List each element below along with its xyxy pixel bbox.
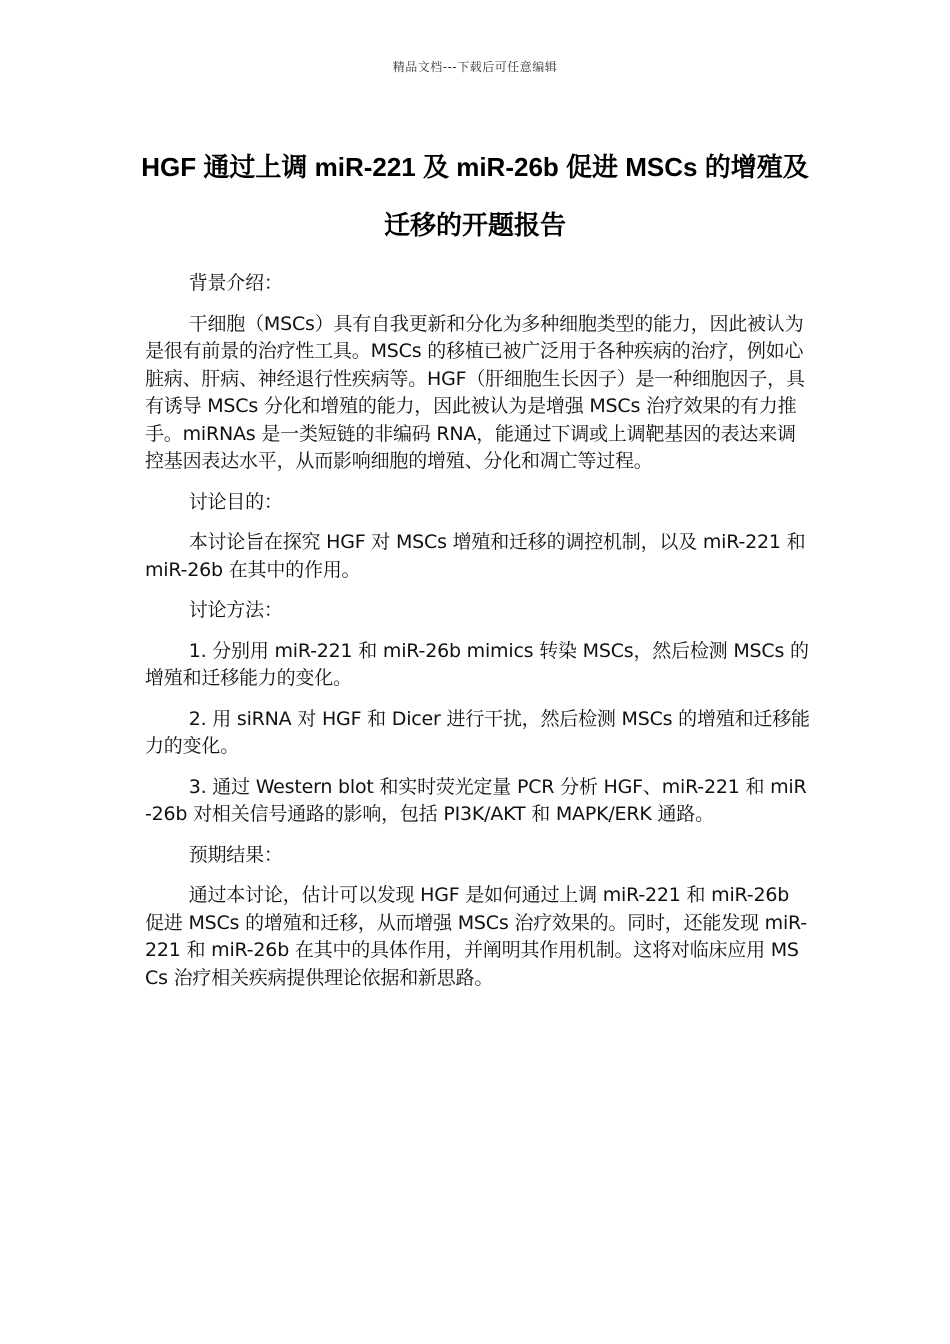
results-paragraph: 通过本讨论，估计可以发现 HGF 是如何通过上调 miR-221 和 miR-26b 促进 MSCs 的增殖和迁移，从而增强 MSCs 治疗效果的。同时，还能发现 miR-221 和 miR-26b 在其中的具体作用，并阐明其作用机制。这将对临床应用 MSCs 治疗相关疾病提供理论依据和新思路。 — [145, 884, 807, 989]
document-body — [145, 270, 810, 1005]
purpose-paragraph: 本讨论旨在探究 HGF 对 MSCs 增殖和迁移的调控机制，以及 miR-221 和 miR-26b 在其中的作用。 — [145, 531, 806, 581]
method-item-3: 3. 通过 Western blot 和实时荧光定量 PCR 分析 HGF、miR-221 和 miR-26b 对相关信号通路的影响，包括 PI3K/AKT 和 MAPK/ERK 通路。 — [145, 775, 807, 825]
background-heading: 背景介绍： — [188, 272, 283, 294]
method-heading: 讨论方法： — [188, 599, 283, 621]
method-item-2: 2. 用 siRNA 对 HGF 和 Dicer 进行干扰，然后检测 MSCs 的增殖和迁移能力的变化。 — [145, 707, 810, 757]
document-title: HGF 通过上调 miR-221 及 miR-26b 促进 MSCs 的增殖及迁移的开题报告 — [141, 152, 809, 240]
background-paragraph: 干细胞（MSCs）具有自我更新和分化为多种细胞类型的能力，因此被认为是很有前景的治疗性工具。MSCs 的移植已被广泛用于各种疾病的治疗，例如心脏病、肝病、神经退行性疾病等。HGF（肝细胞生长因子）是一种细胞因子，具有诱导 MSCs 分化和增殖的能力，因此被认为是增强 MSCs 治疗效果的有力推手。miRNAs 是一类短链的非编码 RNA，能通过下调或上调靶基因的表达来调控基因表达水平，从而影响细胞的增殖、分化和凋亡等过程。 — [145, 312, 805, 472]
purpose-heading: 讨论目的： — [188, 490, 283, 513]
results-heading: 预期结果： — [188, 843, 283, 866]
page-header-note: 精品文档---下载后可任意编辑 — [392, 60, 558, 74]
method-item-1: 1. 分别用 miR-221 和 miR-26b mimics 转染 MSCs，然后检测 MSCs 的增殖和迁移能力的变化。 — [145, 639, 809, 689]
